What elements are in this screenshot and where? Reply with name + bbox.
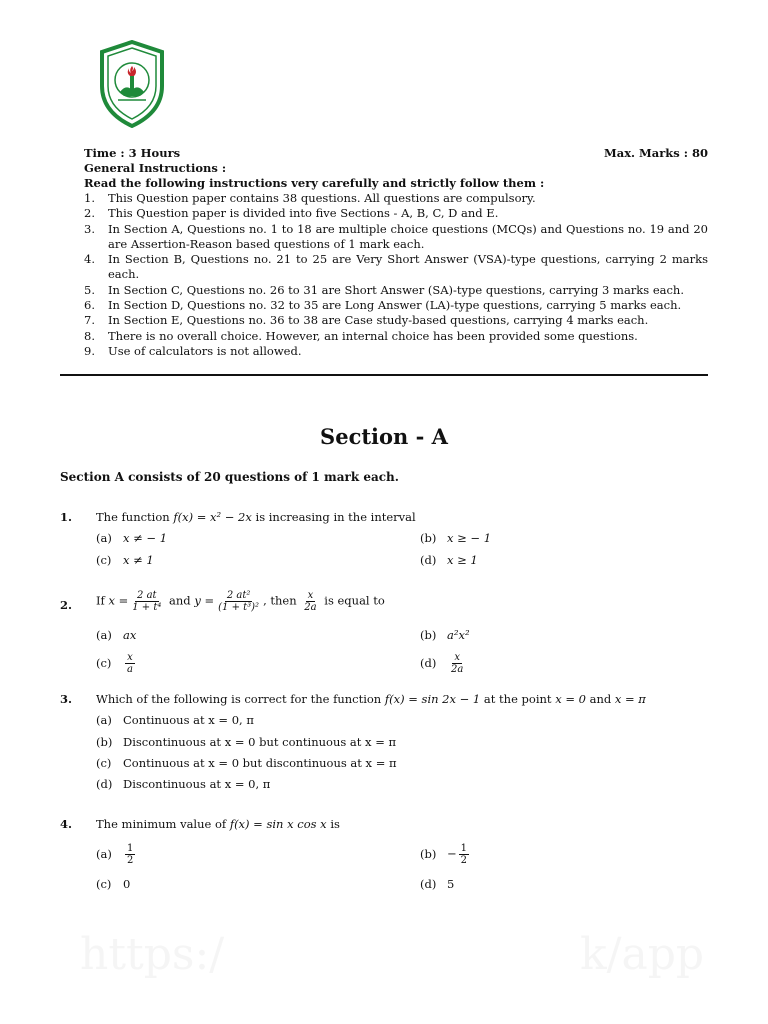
option-a: (a) Continuous at x = 0, π <box>96 713 254 727</box>
option-c: (c) Continuous at x = 0 but discontinuous at x = π <box>96 756 397 770</box>
svg-text:https:/: https:/ <box>80 929 225 980</box>
option-c: (c) $\frac{x}{a}$ <box>96 652 133 675</box>
list-item: 8. There is no overall choice. However, an internal choice has been provided some questions. <box>84 328 638 343</box>
option-b: (b) − $\frac{1}{2}$ <box>420 843 468 866</box>
option-a: (a) $\frac{1}{2}$ <box>96 843 134 866</box>
question-number: 4. <box>60 817 73 831</box>
question-text: Which of the following is correct for the function f(x) = sin 2x − 1 at the point x = 0 and x = π <box>96 692 646 706</box>
list-item: 4. In Section B, Questions no. 21 to 25 are Very Short Answer (VSA)-type questions, carrying 2 marks each. <box>84 252 708 282</box>
question-text: The function f(x) = x² − 2x is increasing in the interval <box>96 510 416 524</box>
option-b: (b) a²x² <box>420 628 470 642</box>
list-item: 2. This Question paper is divided into five Sections - A, B, C, D and E. <box>84 206 499 221</box>
school-logo <box>96 40 168 128</box>
list-item: 9. Use of calculators is not allowed. <box>84 343 302 358</box>
option-c: (c) x ≠ 1 <box>96 553 154 567</box>
option-d: (d) x ≥ 1 <box>420 553 478 567</box>
svg-text:k/app: k/app <box>580 929 705 980</box>
section-title: Section - A <box>320 424 448 449</box>
option-d: (d) 5 <box>420 877 455 891</box>
general-instructions-heading: General Instructions : <box>84 161 227 175</box>
question-text: If x = $\frac{2 at}{\text{1 + t⁴}}$ and y = $\frac{\text{2 at²}}{\text{(1 + t³)²}}$ , then $\frac{x}{2a}$ is equal to <box>96 590 385 613</box>
section-description: Section A consists of 20 questions of 1 mark each. <box>60 470 399 484</box>
option-b: (b) x ≥ − 1 <box>420 531 492 545</box>
list-item: 3. In Section A, Questions no. 1 to 18 are multiple choice questions (MCQs) and Questions no. 19 and 20 are Assertion-Reason based questions of 1 mark each. <box>84 221 708 251</box>
max-marks-label: Max. Marks : 80 <box>604 146 708 160</box>
divider <box>60 374 708 376</box>
list-item: 5. In Section C, Questions no. 26 to 31 are Short Answer (SA)-type questions, carrying 3 marks each. <box>84 282 684 297</box>
option-a: (a) ax <box>96 628 137 642</box>
question-number: 1. <box>60 510 73 524</box>
list-item: 1. This Question paper contains 38 questions. All questions are compulsory. <box>84 191 536 205</box>
instructions-list <box>84 191 708 359</box>
time-label: Time : 3 Hours <box>84 146 181 160</box>
option-c: (c) 0 <box>96 877 131 891</box>
option-d: (d) $\frac{x}{2a}$ <box>420 652 464 675</box>
question-text: The minimum value of f(x) = sin x cos x is <box>96 817 340 831</box>
question-number: 2. <box>60 598 73 612</box>
list-item: 6. In Section D, Questions no. 32 to 35 are Long Answer (LA)-type questions, carrying 5 marks each. <box>84 298 682 313</box>
read-instructions-line: Read the following instructions very carefully and strictly follow them : <box>84 176 545 190</box>
option-a: (a) x ≠ − 1 <box>96 531 168 545</box>
option-b: (b) Discontinuous at x = 0 but continuous at x = π <box>96 735 397 749</box>
paper-header <box>84 146 708 359</box>
list-item: 7. In Section E, Questions no. 36 to 38 are Case study-based questions, carrying 4 marks each. <box>84 313 649 328</box>
question-number: 3. <box>60 692 73 706</box>
watermark <box>80 925 710 985</box>
option-d: (d) Discontinuous at x = 0, π <box>96 777 271 791</box>
